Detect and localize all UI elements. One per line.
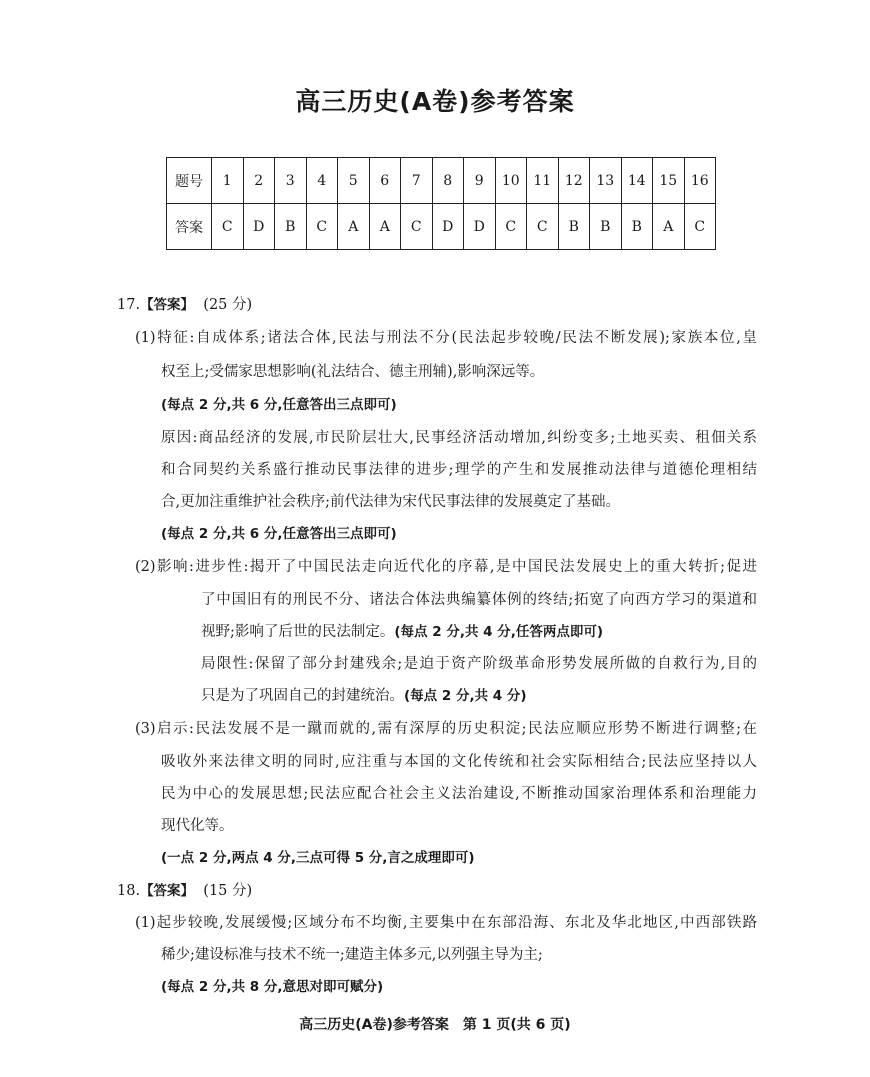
- question-number-cell: 10: [495, 158, 527, 204]
- question-number-cell: 9: [464, 158, 496, 204]
- q18-tag: 【答案】: [140, 883, 195, 899]
- answer-key-table: [166, 157, 716, 250]
- question-number-cell: 13: [590, 158, 622, 204]
- q17-p1-line1: (1)特征:自成体系;诸法合体,民法与刑法不分(民法起步较晚/民法不断发展);家族本位,皇: [135, 330, 757, 346]
- question-number-cell: 11: [527, 158, 559, 204]
- q17-scoring-note-4: (每点 2 分,共 4 分): [404, 688, 527, 704]
- answer-cell: A: [369, 204, 401, 250]
- q17-tag: 【答案】: [140, 297, 195, 313]
- q17-p1-line5: 合,更加注重维护社会秩序;前代法律为宋代民事法律的发展奠定了基础。: [161, 494, 620, 510]
- q17-p2-line3-text: 视野;影响了后世的民法制定。: [201, 624, 395, 640]
- q17-p2-line4: 局限性:保留了部分封建残余;是迫于资产阶级革命形势发展所做的自救行为,目的: [201, 656, 757, 672]
- question-number-cell: 16: [684, 158, 716, 204]
- answer-cell: C: [684, 204, 716, 250]
- answer-cell: B: [558, 204, 590, 250]
- q17-p1-line2: 权至上;受儒家思想影响(礼法结合、德主刑辅),影响深远等。: [161, 364, 545, 380]
- q17-p3-line1: (3)启示:民法发展不是一蹴而就的,需有深厚的历史积淀;民法应顺应形势不断进行调整;在: [135, 721, 757, 737]
- question-number-cell: 14: [621, 158, 653, 204]
- answer-cell: C: [401, 204, 433, 250]
- page-footer: 高三历史(A卷)参考答案 第 1 页(共 6 页): [299, 1017, 571, 1033]
- q17-p2-line1: (2)影响:进步性:揭开了中国民法走向近代化的序幕,是中国民法发展史上的重大转折;促进: [135, 559, 757, 575]
- q17-scoring-note-5: (一点 2 分,两点 4 分,三点可得 5 分,言之成理即可): [161, 850, 475, 866]
- question-number-cell: 3: [275, 158, 307, 204]
- q17-scoring-note-1: (每点 2 分,共 6 分,任意答出三点即可): [161, 397, 397, 413]
- row-header-number: 题号: [167, 158, 212, 204]
- q17-p3-line2: 吸收外来法律文明的同时,应注重与本国的文化传统和社会实际相结合;民法应坚持以人: [161, 754, 757, 770]
- q18-number: 18.: [117, 883, 141, 899]
- q18-p1-line1: (1)起步较晚,发展缓慢;区域分布不均衡,主要集中在东部沿海、东北及华北地区,中西部铁路: [135, 915, 757, 931]
- answer-cell: A: [338, 204, 370, 250]
- row-header-answer: 答案: [167, 204, 212, 250]
- q17-scoring-note-3: (每点 2 分,共 4 分,任答两点即可): [394, 624, 604, 640]
- answer-cell: C: [495, 204, 527, 250]
- q17-score: (25 分): [203, 297, 253, 313]
- page-title: 高三历史(A卷)参考答案: [295, 87, 575, 116]
- question-number-cell: 12: [558, 158, 590, 204]
- answer-cell: A: [653, 204, 685, 250]
- question-number-cell: 1: [212, 158, 244, 204]
- table-row: [167, 204, 716, 250]
- q17-number: 17.: [117, 297, 141, 313]
- q17-p2-line5: [201, 689, 527, 704]
- q18-heading: [117, 884, 252, 899]
- table-row: [167, 158, 716, 204]
- answer-cell: D: [432, 204, 464, 250]
- q17-heading: [117, 298, 252, 313]
- q17-p2-line5-text: 只是为了巩固自己的封建统治。: [201, 688, 404, 704]
- q17-p3-line3: 民为中心的发展思想;民法应配合社会主义法治建设,不断推动国家治理体系和治理能力: [161, 786, 757, 802]
- q17-p2-line2: 了中国旧有的刑民不分、诸法合体法典编纂体例的终结;拓宽了向西方学习的渠道和: [201, 592, 757, 608]
- q18-p1-line2: 稀少;建设标准与技术不统一;建造主体多元,以列强主导为主;: [161, 947, 543, 963]
- question-number-cell: 6: [369, 158, 401, 204]
- answer-cell: B: [621, 204, 653, 250]
- answer-cell: B: [590, 204, 622, 250]
- question-number-cell: 4: [306, 158, 338, 204]
- q17-p2-line3: [201, 625, 603, 640]
- q17-p1-line3: 原因:商品经济的发展,市民阶层壮大,民事经济活动增加,纠纷变多;土地买卖、租佃关系: [161, 430, 757, 446]
- answer-cell: B: [275, 204, 307, 250]
- q17-p3-line4: 现代化等。: [161, 818, 234, 834]
- q17-p1-line4: 和合同契约关系盛行推动民事法律的进步;理学的产生和发展推动法律与道德伦理相结: [161, 462, 757, 478]
- answer-cell: D: [464, 204, 496, 250]
- answer-cell: C: [306, 204, 338, 250]
- answer-cell: D: [243, 204, 275, 250]
- question-number-cell: 5: [338, 158, 370, 204]
- answer-cell: C: [527, 204, 559, 250]
- q17-scoring-note-2: (每点 2 分,共 6 分,任意答出三点即可): [161, 526, 397, 542]
- question-number-cell: 2: [243, 158, 275, 204]
- q18-score: (15 分): [203, 883, 253, 899]
- answer-cell: C: [212, 204, 244, 250]
- question-number-cell: 15: [653, 158, 685, 204]
- question-number-cell: 7: [401, 158, 433, 204]
- question-number-cell: 8: [432, 158, 464, 204]
- q18-scoring-note-1: (每点 2 分,共 8 分,意思对即可赋分): [161, 979, 384, 995]
